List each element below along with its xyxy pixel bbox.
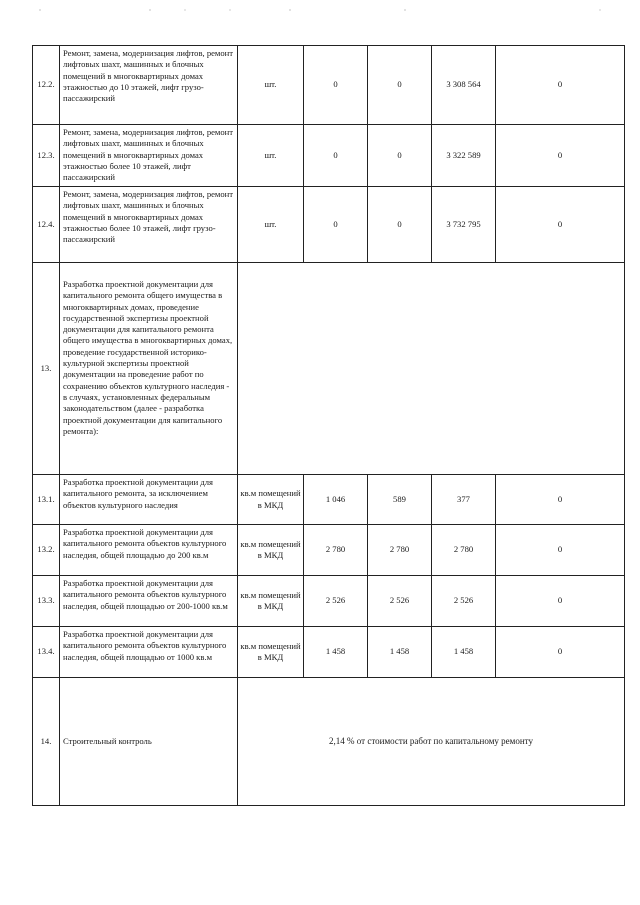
row-value-2: 2 780 bbox=[368, 525, 432, 576]
tariff-table bbox=[32, 45, 625, 806]
row-description: Разработка проектной документации для капитального ремонта общего имущества в многоквартирных домах, проведение государственной экспертизы проектной документации для капитального ремонта общего имущества в многоквартирных домах, проведение государственной историко-культурной экспертизы проектной документации на проведение работ по сохранению объектов культурного наследия - в случаях, установленных федеральным законодательством (далее - разработка проектной документации для капитального ремонта): bbox=[60, 263, 238, 475]
row-number: 12.4. bbox=[33, 187, 60, 263]
row-merged-value: 2,14 % от стоимости работ по капитальному ремонту bbox=[238, 678, 625, 806]
row-unit: шт. bbox=[238, 46, 304, 125]
row-number: 13. bbox=[33, 263, 60, 475]
row-description: Разработка проектной документации для капитального ремонта, за исключением объектов культурного наследия bbox=[60, 475, 238, 525]
row-value-4: 0 bbox=[496, 475, 625, 525]
table-row bbox=[33, 678, 625, 806]
row-description: Разработка проектной документации для капитального ремонта объектов культурного наследия, общей площадью от 200-1000 кв.м bbox=[60, 576, 238, 627]
row-empty-merged-cell bbox=[238, 263, 625, 475]
row-number: 13.3. bbox=[33, 576, 60, 627]
row-value-4: 0 bbox=[496, 125, 625, 187]
row-value-2: 589 bbox=[368, 475, 432, 525]
row-value-2: 0 bbox=[368, 125, 432, 187]
row-number: 13.4. bbox=[33, 627, 60, 678]
row-description: Ремонт, замена, модернизация лифтов, ремонт лифтовых шахт, машинных и блочных помещений в многоквартирных домах этажностью более 10 этажей, лифт пассажирский bbox=[60, 125, 238, 187]
row-value-3: 3 308 564 bbox=[432, 46, 496, 125]
row-number: 13.2. bbox=[33, 525, 60, 576]
row-unit: кв.м помещений в МКД bbox=[238, 576, 304, 627]
table-row bbox=[33, 125, 625, 187]
row-unit: кв.м помещений в МКД bbox=[238, 627, 304, 678]
row-value-4: 0 bbox=[496, 627, 625, 678]
row-unit: кв.м помещений в МКД bbox=[238, 525, 304, 576]
row-number: 14. bbox=[33, 678, 60, 806]
table-row bbox=[33, 187, 625, 263]
row-value-1: 1 046 bbox=[304, 475, 368, 525]
table-row-section-header bbox=[33, 263, 625, 475]
row-value-3: 3 322 589 bbox=[432, 125, 496, 187]
row-value-1: 0 bbox=[304, 187, 368, 263]
row-unit: шт. bbox=[238, 187, 304, 263]
table-row bbox=[33, 627, 625, 678]
row-value-3: 3 732 795 bbox=[432, 187, 496, 263]
row-number: 12.2. bbox=[33, 46, 60, 125]
row-description: Ремонт, замена, модернизация лифтов, ремонт лифтовых шахт, машинных и блочных помещений в многоквартирных домах этажностью более 10 этажей, лифт грузо-пассажирский bbox=[60, 187, 238, 263]
row-description: Разработка проектной документации для капитального ремонта объектов культурного наследия, общей площадью до 200 кв.м bbox=[60, 525, 238, 576]
table-row bbox=[33, 46, 625, 125]
table-row bbox=[33, 475, 625, 525]
row-description: Ремонт, замена, модернизация лифтов, ремонт лифтовых шахт, машинных и блочных помещений в многоквартирных домах этажностью до 10 этажей, лифт грузо-пассажирский bbox=[60, 46, 238, 125]
row-value-2: 0 bbox=[368, 46, 432, 125]
row-value-4: 0 bbox=[496, 576, 625, 627]
row-value-1: 1 458 bbox=[304, 627, 368, 678]
row-value-4: 0 bbox=[496, 187, 625, 263]
row-value-2: 2 526 bbox=[368, 576, 432, 627]
row-value-1: 2 526 bbox=[304, 576, 368, 627]
row-number: 13.1. bbox=[33, 475, 60, 525]
row-description: Разработка проектной документации для капитального ремонта объектов культурного наследия, общей площадью от 1000 кв.м bbox=[60, 627, 238, 678]
table-row bbox=[33, 576, 625, 627]
row-value-4: 0 bbox=[496, 46, 625, 125]
row-value-2: 0 bbox=[368, 187, 432, 263]
row-value-4: 0 bbox=[496, 525, 625, 576]
row-value-1: 2 780 bbox=[304, 525, 368, 576]
row-value-1: 0 bbox=[304, 125, 368, 187]
scan-artifact-dots bbox=[0, 8, 640, 12]
row-value-3: 1 458 bbox=[432, 627, 496, 678]
row-value-3: 2 526 bbox=[432, 576, 496, 627]
row-unit: шт. bbox=[238, 125, 304, 187]
row-value-1: 0 bbox=[304, 46, 368, 125]
row-value-3: 2 780 bbox=[432, 525, 496, 576]
row-value-2: 1 458 bbox=[368, 627, 432, 678]
table-row bbox=[33, 525, 625, 576]
row-description: Строительный контроль bbox=[60, 678, 238, 806]
row-value-3: 377 bbox=[432, 475, 496, 525]
row-unit: кв.м помещений в МКД bbox=[238, 475, 304, 525]
row-number: 12.3. bbox=[33, 125, 60, 187]
